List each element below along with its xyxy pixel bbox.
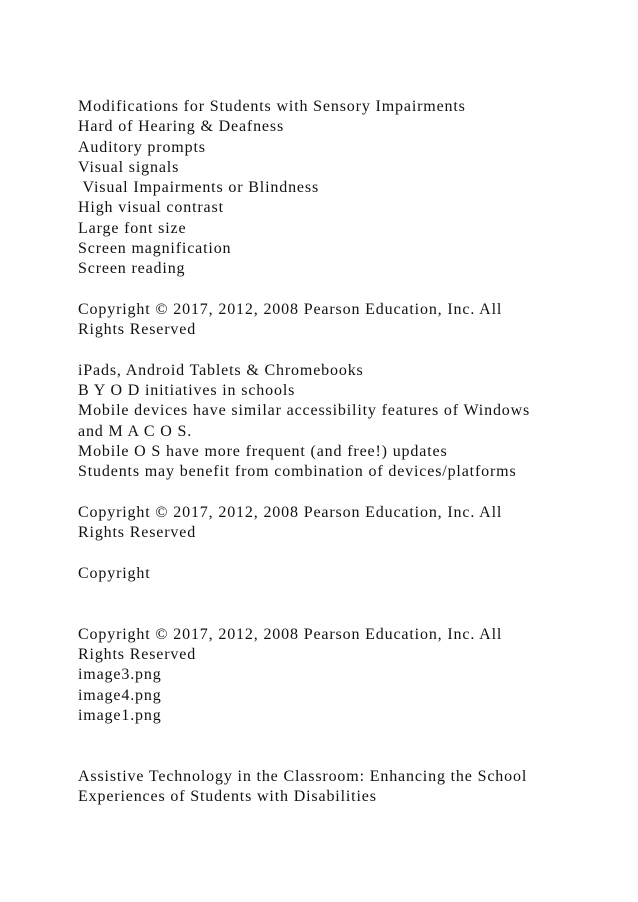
- blank-line: [78, 604, 618, 624]
- text-line: B Y O D initiatives in schools: [78, 382, 296, 400]
- text-line: High visual contrast: [78, 199, 224, 217]
- image-filename: image4.png: [78, 686, 162, 704]
- blank-line: [78, 280, 618, 300]
- heading-sensory-impairments: Modifications for Students with Sensory Impairments: [78, 98, 466, 115]
- copyright-line: Copyright © 2017, 2012, 2008 Pearson Education, Inc. All: [78, 300, 503, 318]
- text-line: Mobile devices have similar accessibility features of Windows: [78, 402, 531, 420]
- text-line: and M A C O S.: [78, 422, 193, 440]
- book-title-line: Experiences of Students with Disabilities: [78, 788, 377, 806]
- image-filename: image3.png: [78, 666, 162, 684]
- blank-line: [78, 483, 618, 503]
- text-line: Visual signals: [78, 158, 180, 176]
- blank-line: [78, 341, 618, 361]
- copyright-line: Copyright © 2017, 2012, 2008 Pearson Education, Inc. All: [78, 625, 503, 643]
- copyright-label: Copyright: [78, 564, 151, 582]
- text-line: Mobile O S have more frequent (and free!) updates: [78, 443, 448, 461]
- copyright-line: Rights Reserved: [78, 524, 197, 542]
- book-title-line: Assistive Technology in the Classroom: Enhancing the School: [78, 767, 528, 785]
- copyright-line: Rights Reserved: [78, 646, 197, 664]
- blank-line: [78, 747, 618, 767]
- document-text: [78, 97, 618, 807]
- text-line: Students may benefit from combination of devices/platforms: [78, 463, 517, 481]
- text-line: Screen reading: [78, 260, 186, 278]
- copyright-line: Copyright © 2017, 2012, 2008 Pearson Education, Inc. All: [78, 503, 503, 521]
- blank-line: [78, 726, 618, 746]
- text-line: Hard of Hearing & Deafness: [78, 118, 285, 136]
- blank-line: [78, 584, 618, 604]
- text-line: Large font size: [78, 219, 187, 237]
- image-filename: image1.png: [78, 706, 162, 724]
- text-line: Auditory prompts: [78, 138, 206, 156]
- text-line: Screen magnification: [78, 240, 232, 258]
- text-line: Visual Impairments or Blindness: [78, 179, 320, 197]
- heading-mobile-devices: iPads, Android Tablets & Chromebooks: [78, 361, 364, 379]
- copyright-line: Rights Reserved: [78, 321, 197, 339]
- blank-line: [78, 544, 618, 564]
